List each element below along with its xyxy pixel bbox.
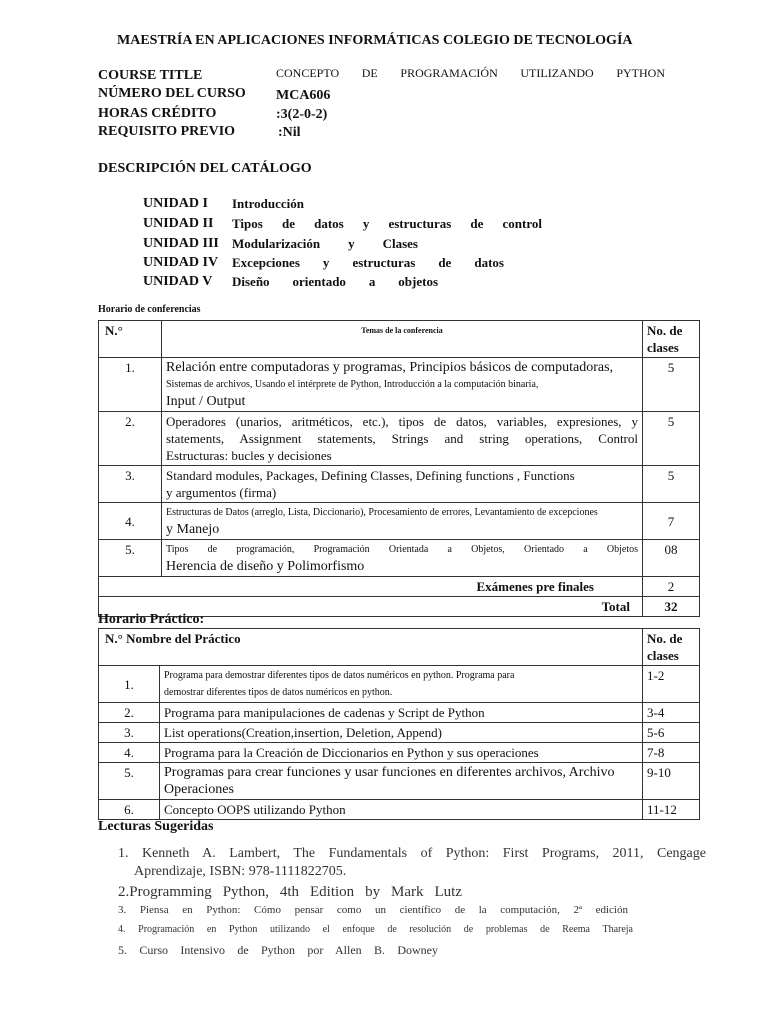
unit-label: UNIDAD I: [143, 196, 208, 211]
table-header-row: [99, 321, 700, 358]
readings-heading: Lecturas Sugeridas: [98, 819, 214, 834]
course-number-label: NÚMERO DEL CURSO: [98, 86, 246, 101]
column-header-no: N.°: [99, 321, 162, 358]
table-row: [99, 358, 700, 412]
practical-line: demostrar diferentes tipos de datos numéricos en python.: [164, 687, 393, 698]
row-number: 3.: [99, 466, 162, 503]
row-number: 2.: [99, 412, 162, 466]
row-classes: 3-4: [643, 703, 700, 723]
reading-item-continuation: Aprendizaje, ISBN: 978-1111822705.: [134, 864, 347, 879]
topic-line: Tipos de programación, Programación Orientada a Objetos, Orientado a Objetos: [166, 544, 638, 555]
reading-item: 4. Programación en Python utilizando el enfoque de resolución de problemas de Reema Thareja: [118, 924, 633, 935]
row-topic: [162, 540, 643, 577]
row-classes: 7: [643, 503, 700, 540]
column-header-topic: Temas de la conferencia: [162, 321, 643, 358]
row-topic: [162, 466, 643, 503]
reading-item: 1. Kenneth A. Lambert, The Fundamentals of Python: First Programs, 2011, Cengage: [118, 846, 706, 861]
reading-item: 5. Curso Intensivo de Python por Allen B. Downey: [118, 943, 438, 957]
column-header-classes: No. de clases: [643, 629, 700, 666]
practical-line: Programa para demostrar diferentes tipos de datos numéricos en python. Programa para: [164, 670, 515, 681]
topic-line: Standard modules, Packages, Defining Classes, Defining functions , Functions: [166, 468, 575, 483]
topic-line: Relación entre computadoras y programas, Principios básicos de computadoras,: [166, 360, 614, 375]
row-topic: [162, 412, 643, 466]
table-row: [99, 763, 700, 800]
column-header-classes: No. de clases: [643, 321, 700, 358]
catalog-heading: DESCRIPCIÓN DEL CATÁLOGO: [98, 161, 312, 176]
topic-line: Input / Output: [166, 394, 246, 409]
topic-line: Estructuras: bucles y decisiones: [166, 448, 332, 463]
exams-label: Exámenes pre finales: [99, 577, 643, 597]
column-header-practical: N.° Nombre del Práctico: [99, 629, 643, 666]
topic-line: Estructuras de Datos (arreglo, Lista, Diccionario), Procesamiento de errores, Levantamiento de excepciones: [166, 507, 598, 518]
unit-label: UNIDAD II: [143, 216, 214, 231]
row-classes: 5-6: [643, 723, 700, 743]
row-number: 5.: [99, 540, 162, 577]
row-topic: [162, 503, 643, 540]
row-number: 2.: [99, 703, 160, 723]
unit-label: UNIDAD V: [143, 274, 213, 289]
table-row: [99, 800, 700, 820]
total-label: Total: [99, 597, 643, 617]
practical-line: Programas para crear funciones y usar funciones en diferentes archivos, Archivo: [164, 765, 615, 780]
table-row: [99, 466, 700, 503]
table-row: [99, 723, 700, 743]
topic-line: Herencia de diseño y Polimorfismo: [166, 559, 365, 574]
unit-topic: Modularización y Clases: [232, 236, 418, 251]
lecture-schedule-table: [98, 320, 700, 617]
row-classes: 7-8: [643, 743, 700, 763]
unit-topic: Tipos de datos y estructuras de control: [232, 216, 542, 231]
unit-topic: Introducción: [232, 196, 304, 211]
topic-line: y argumentos (firma): [166, 485, 277, 500]
reading-item: 3. Piensa en Python: Cómo pensar como un científico de la computación, 2ª edición: [118, 904, 628, 916]
topic-line: statements, Assignment statements, Strings and string operations, Control: [166, 431, 638, 446]
row-practical-name: [160, 763, 643, 800]
row-number: 4.: [99, 503, 162, 540]
table-row: [99, 412, 700, 466]
row-number: 1.: [99, 358, 162, 412]
exams-row: [99, 577, 700, 597]
row-classes: 9-10: [643, 763, 700, 800]
row-topic: [162, 358, 643, 412]
row-classes: 08: [643, 540, 700, 577]
unit-topic: Excepciones y estructuras de datos: [232, 255, 504, 270]
row-number: 4.: [99, 743, 160, 763]
row-classes: 1-2: [643, 666, 700, 703]
course-title-value: CONCEPTO DE PROGRAMACIÓN UTILIZANDO PYTHON: [276, 66, 665, 80]
row-classes: 5: [643, 412, 700, 466]
lecture-schedule-caption: Horario de conferencias: [98, 304, 201, 315]
row-number: 3.: [99, 723, 160, 743]
row-classes: 5: [643, 466, 700, 503]
row-practical-name: Programa para la Creación de Diccionarios en Python y sus operaciones: [160, 743, 643, 763]
row-number: 1.: [99, 666, 160, 703]
row-practical-name: Concepto OOPS utilizando Python: [160, 800, 643, 820]
unit-label: UNIDAD III: [143, 236, 219, 251]
topic-line: Sistemas de archivos, Usando el intérprete de Python, Introducción a la computación binaria,: [166, 379, 539, 390]
course-number-value: MCA606: [276, 88, 331, 103]
row-practical-name: [160, 666, 643, 703]
table-row: [99, 666, 700, 703]
table-header-row: [99, 629, 700, 666]
total-value: 32: [643, 597, 700, 617]
unit-topic: Diseño orientado a objetos: [232, 274, 438, 289]
topic-line: Operadores (unarios, aritméticos, etc.), tipos de datos, variables, expresiones, y: [166, 414, 638, 429]
row-practical-name: Programa para manipulaciones de cadenas y Script de Python: [160, 703, 643, 723]
unit-label: UNIDAD IV: [143, 255, 219, 270]
exams-value: 2: [643, 577, 700, 597]
topic-line: y Manejo: [166, 522, 220, 537]
row-classes: 5: [643, 358, 700, 412]
row-practical-name: List operations(Creation,insertion, Deletion, Append): [160, 723, 643, 743]
table-row: [99, 743, 700, 763]
row-number: 5.: [99, 763, 160, 800]
row-classes: 11-12: [643, 800, 700, 820]
practical-schedule-heading: Horario Práctico:: [98, 612, 205, 627]
practical-schedule-table: [98, 628, 700, 820]
course-title-label: COURSE TITLE: [98, 68, 203, 83]
table-row: [99, 703, 700, 723]
document-title: MAESTRÍA EN APLICACIONES INFORMÁTICAS COLEGIO DE TECNOLOGÍA: [117, 33, 633, 48]
table-row: [99, 540, 700, 577]
credit-hours-label: HORAS CRÉDITO: [98, 106, 217, 121]
prerequisite-value: :Nil: [278, 125, 301, 140]
row-number: 6.: [99, 800, 160, 820]
reading-item: 2.Programming Python, 4th Edition by Mark Lutz: [118, 884, 462, 900]
prerequisite-label: REQUISITO PREVIO: [98, 124, 236, 139]
credit-hours-value: :3(2-0-2): [276, 107, 328, 122]
table-row: [99, 503, 700, 540]
practical-line: Operaciones: [164, 782, 234, 797]
